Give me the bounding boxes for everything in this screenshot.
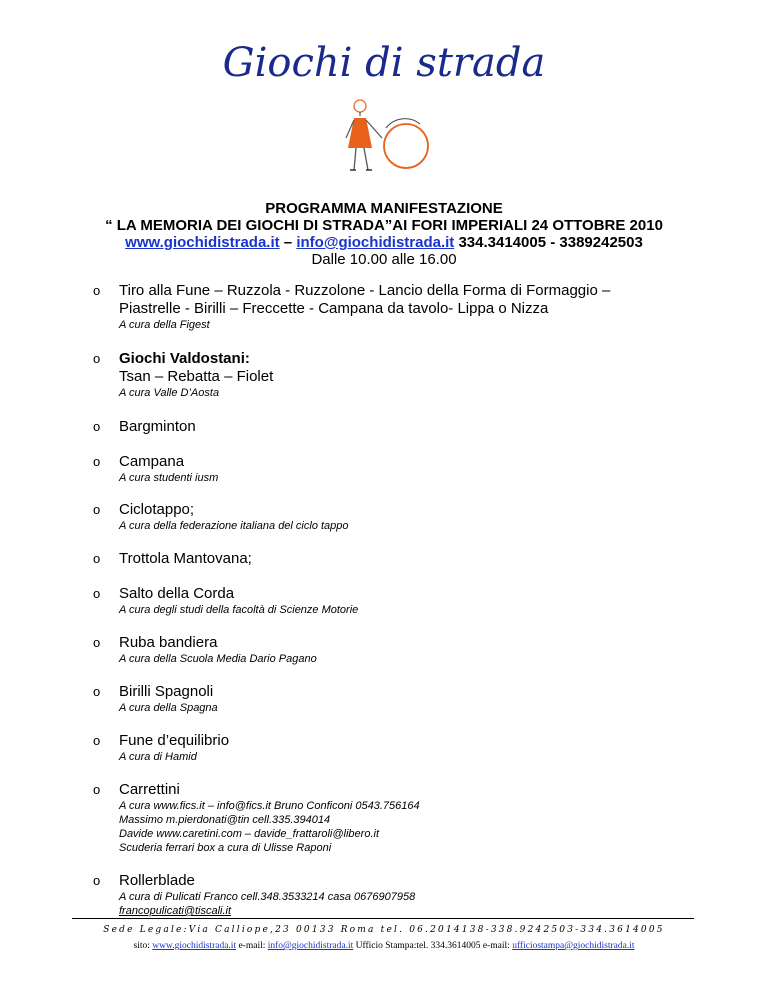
email-link[interactable]: info@giochidistrada.it: [296, 234, 455, 251]
footer-site-link[interactable]: www.giochidistrada.it: [152, 941, 237, 951]
program-header: [0, 200, 768, 268]
contact-line: [0, 234, 768, 251]
item-note: A cura della Spagna: [119, 702, 218, 714]
program-list: [95, 282, 695, 918]
list-item: [95, 501, 695, 533]
bullet-icon: o: [93, 454, 101, 469]
footer-contacts: [0, 941, 768, 951]
item-label: Ruba bandiera: [119, 634, 218, 651]
item-label: Carrettini: [119, 781, 180, 798]
item-note: A cura degli studi della facoltà di Scienze Motorie: [119, 604, 359, 616]
item-label: Salto della Corda: [119, 585, 235, 602]
list-item: [95, 634, 695, 666]
footer-press-label: Ufficio Stampa:tel. 334.3614005 e-mail:: [353, 941, 513, 951]
list-item: [95, 585, 695, 617]
list-item: [95, 732, 695, 764]
list-item: [95, 683, 695, 715]
footer-press-email-link[interactable]: ufficiostampa@giochidistrada.it: [512, 941, 635, 951]
bullet-icon: o: [93, 586, 101, 601]
event-hours: Dalle 10.00 alle 16.00: [311, 251, 457, 268]
bullet-icon: o: [93, 684, 101, 699]
item-note-contact: Davide www.caretini.com – davide_frattaroli@libero.it: [119, 828, 379, 840]
item-note: A cura della Figest: [119, 319, 210, 331]
item-label-continued: Piastrelle - Birilli – Freccette - Campana da tavolo- Lippa o Nizza: [119, 300, 549, 317]
item-note-email: [119, 904, 695, 918]
footer-divider: [72, 918, 694, 919]
website-link[interactable]: www.giochidistrada.it: [125, 234, 280, 251]
item-note-contact: A cura di Pulicati Franco cell.348.3533214 casa 0676907958: [119, 891, 416, 903]
list-item: [95, 282, 695, 332]
item-label: Giochi Valdostani:: [119, 350, 250, 367]
item-note: A cura di Hamid: [119, 751, 197, 763]
item-label-continued: Tsan – Rebatta – Fiolet: [119, 368, 274, 385]
item-label: Fune d’equilibrio: [119, 732, 230, 749]
item-label: Campana: [119, 453, 185, 470]
program-heading: PROGRAMMA MANIFESTAZIONE: [265, 200, 503, 217]
dash-separator: –: [279, 234, 297, 251]
bullet-icon: o: [93, 551, 101, 566]
list-item: [95, 872, 695, 918]
item-label: Birilli Spagnoli: [119, 683, 214, 700]
event-title: “ LA MEMORIA DEI GIOCHI DI STRADA”AI FORI IMPERIALI 24 OTTOBRE 2010: [105, 217, 663, 234]
list-item: [95, 350, 695, 400]
list-item: [95, 453, 695, 485]
bullet-icon: o: [93, 283, 101, 298]
item-label: Tiro alla Fune – Ruzzola - Ruzzolone - Lancio della Forma di Formaggio –: [119, 282, 611, 299]
bullet-icon: o: [93, 782, 101, 797]
bullet-icon: o: [93, 502, 101, 517]
list-item: [95, 781, 695, 855]
list-item: [95, 550, 695, 568]
item-note: A cura Valle D’Aosta: [119, 387, 220, 399]
item-note-contact: A cura www.fics.it – info@fics.it Bruno Conficoni 0543.756164: [119, 800, 420, 812]
item-note: A cura della Scuola Media Dario Pagano: [119, 653, 317, 665]
email-link[interactable]: francopulicati@tiscali.it: [119, 905, 232, 917]
item-note-contact: Massimo m.pierdonati@tin cell.335.394014: [119, 814, 331, 826]
bullet-icon: o: [93, 351, 101, 366]
item-label: Trottola Mantovana;: [119, 550, 252, 567]
bullet-icon: o: [93, 635, 101, 650]
footer-email-link[interactable]: info@giochidistrada.it: [267, 941, 354, 951]
phone-numbers: 334.3414005 - 3389242503: [454, 234, 643, 251]
bullet-icon: o: [93, 419, 101, 434]
footer-site-label: sito:: [133, 941, 153, 951]
item-note: A cura studenti iusm: [119, 472, 219, 484]
item-label: Rollerblade: [119, 872, 195, 889]
bullet-icon: o: [93, 733, 101, 748]
item-note-contact: Scuderia ferrari box a cura di Ulisse Raponi: [119, 842, 332, 854]
item-label: Ciclotappo;: [119, 501, 195, 518]
list-item: [95, 418, 695, 436]
item-label: Bargminton: [119, 418, 196, 435]
item-note: A cura della federazione italiana del ciclo tappo: [119, 520, 349, 532]
bullet-icon: o: [93, 873, 101, 888]
footer-email-label: e-mail:: [236, 941, 268, 951]
child-with-hoop-logo: [330, 98, 440, 178]
footer-address: Sede Legale:Via Calliope,23 00133 Roma tel. 06.2014138-338.9242503-334.3614005: [103, 925, 665, 935]
page-title: Giochi di strada: [222, 40, 546, 86]
